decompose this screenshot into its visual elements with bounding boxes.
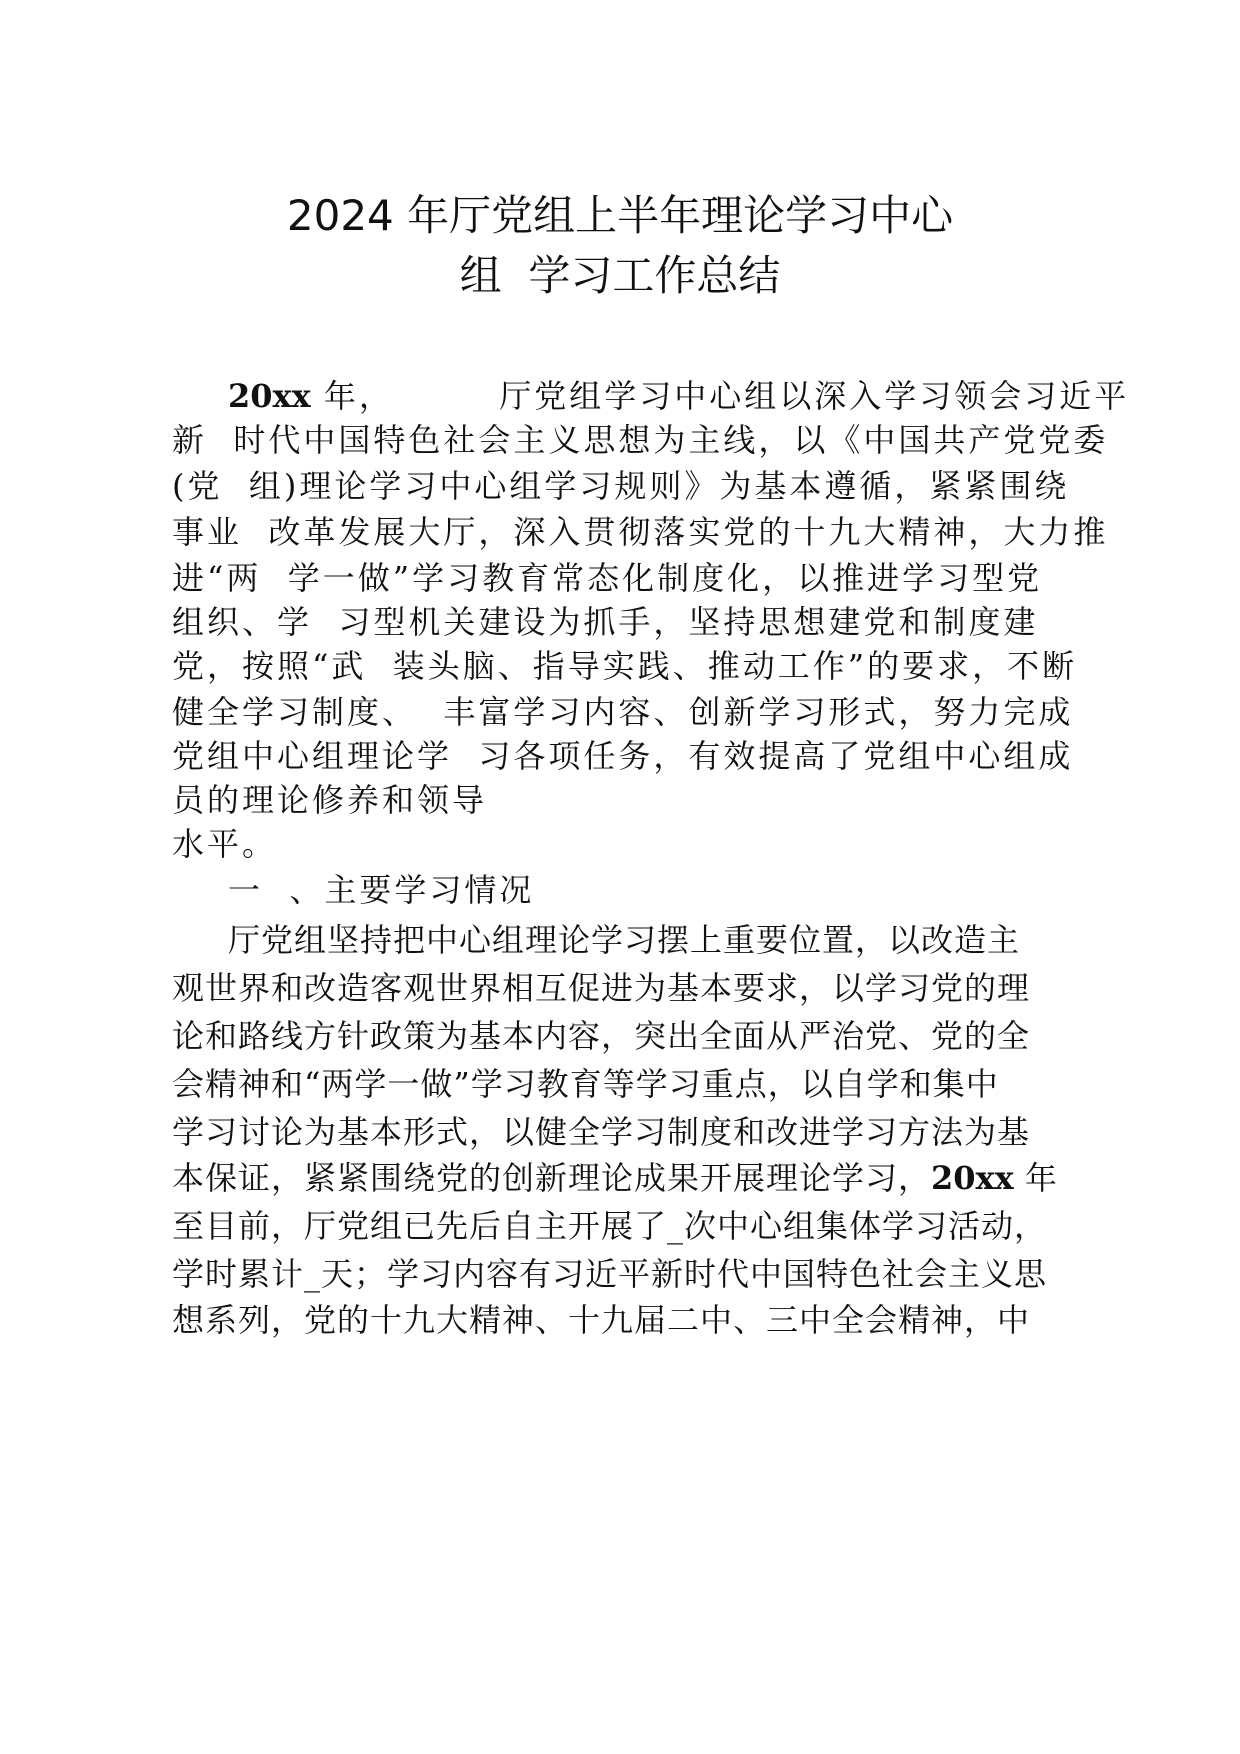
document-title-line-1: 2024 年厅党组上半年理论学习中心 — [286, 191, 954, 240]
paragraph-1-line-1 — [228, 374, 1129, 418]
section-heading-1: 一 、主要学习情况 — [228, 871, 535, 909]
paragraph-1-line-7: 党，按照“武 装头脑、指导实践、推动工作”的要求，不断 — [172, 647, 1078, 685]
paragraph-1-line-2: 新 时代中国特色社会主义思想为主线，以《中国共产党党委 — [172, 421, 1109, 459]
paragraph-1-line-10: 员的理论修养和领导 — [172, 781, 488, 819]
paragraph-1-line-9: 党组中心组理论学 习各项任务，有效提高了党组中心组成 — [172, 737, 1074, 775]
year-text: 20xx — [228, 377, 311, 415]
paragraph-1-line-6: 组织、学 习型机关建设为抓手，坚持思想建党和制度建 — [172, 603, 1039, 641]
paragraph-1-line-8: 健全学习制度、 丰富学习内容、创新学习形式，努力完成 — [172, 693, 1074, 731]
paragraph-2-line-4: 会精神和“两学一做”学习教育等学习重点，以自学和集中 — [172, 1065, 999, 1103]
document-title-line-2: 组 学习工作总结 — [459, 251, 781, 300]
paragraph-2-line-7: 至目前，厅党组已先后自主开展了_次中心组集体学习活动， — [172, 1207, 1048, 1245]
paragraph-2-line-2: 观世界和改造客观世界相互促进为基本要求，以学习党的理 — [172, 969, 1031, 1007]
paragraph-2-line-3: 论和路线方针政策为基本内容，突出全面从严治党、党的全 — [172, 1017, 1031, 1055]
paragraph-2-line-6-suffix: 年 — [1013, 1159, 1058, 1197]
year-text-2: 20xx — [931, 1159, 1014, 1197]
paragraph-1-line-3: (党 组)理论学习中心组学习规则》为基本遵循，紧紧围绕 — [172, 467, 1070, 505]
paragraph-1-line-11: 水平。 — [172, 825, 278, 863]
paragraph-1-line-1-text: 年， 厅党组学习中心组以深入学习领会习近平 — [310, 377, 1130, 415]
paragraph-1-line-5: 进“两 学一做”学习教育常态化制度化，以推进学习型党 — [172, 559, 1043, 597]
paragraph-2-line-9: 想系列，党的十九大精神、十九届二中、三中全会精神，中 — [172, 1301, 1031, 1339]
paragraph-2-line-5: 学习讨论为基本形式，以健全学习制度和改进学习方法为基 — [172, 1113, 1031, 1151]
paragraph-2-line-1: 厅党组坚持把中心组理论学习摆上重要位置，以改造主 — [228, 921, 1021, 959]
paragraph-2-line-8: 学时累计_天；学习内容有习近平新时代中国特色社会主义思 — [172, 1255, 1048, 1293]
paragraph-2-line-6-text: 本保证，紧紧围绕党的创新理论成果开展理论学习， — [172, 1159, 932, 1197]
paragraph-2-line-6 — [172, 1156, 1058, 1200]
paragraph-1-line-4: 事业 改革发展大厅，深入贯彻落实党的十九大精神，大力推 — [172, 513, 1109, 551]
